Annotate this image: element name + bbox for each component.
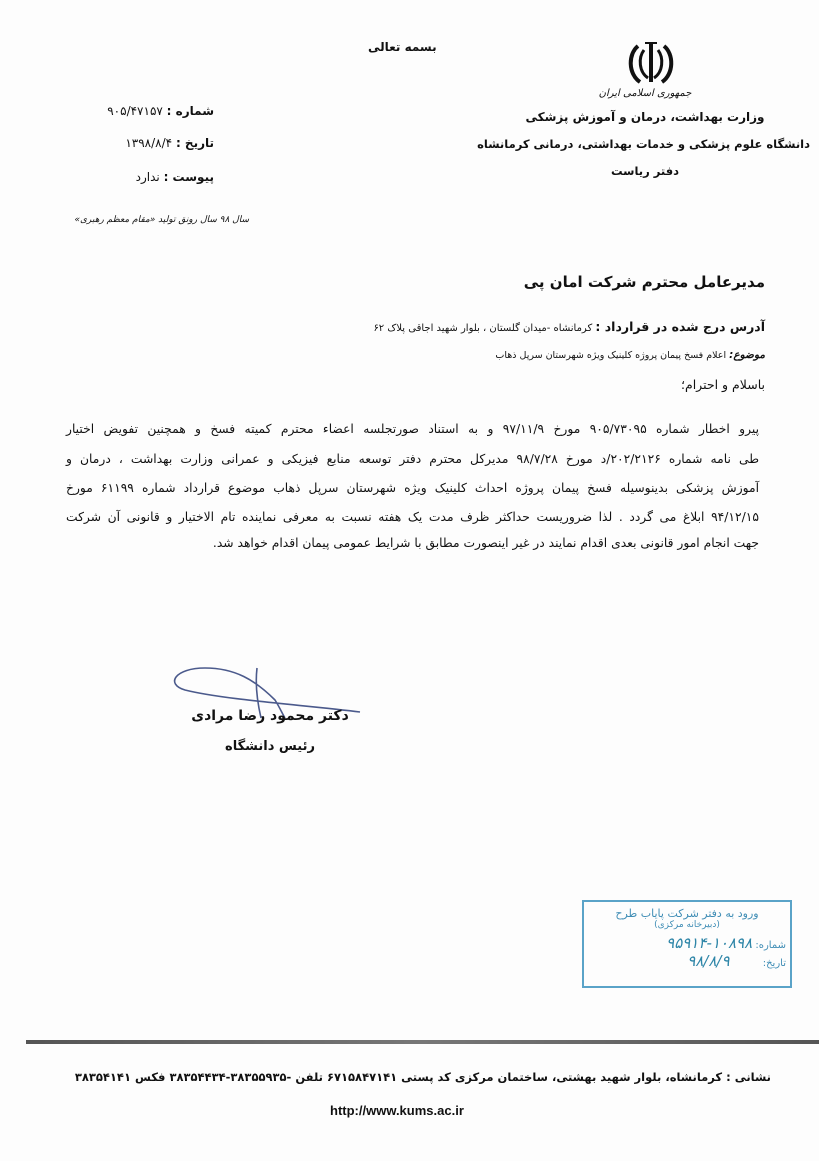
slogan: سال ۹۸ سال رونق تولید «مقام معظم رهبری»	[74, 215, 249, 225]
stamp-date	[584, 952, 790, 970]
greeting: باسلام و احترام؛	[681, 377, 765, 392]
stamp-number	[584, 934, 790, 952]
subject-value: اعلام فسخ پیمان پروژه کلینیک ویژه شهرستان سرپل ذهاب	[495, 350, 727, 361]
ministry-name: وزارت بهداشت، درمان و آموزش پزشکی	[525, 110, 765, 124]
receipt-stamp	[582, 900, 792, 988]
number-label: شماره :	[166, 104, 214, 118]
stamp-number-value: ۱۰۸۹۸-۹۵۹۱۴	[666, 934, 753, 952]
footer-divider	[26, 1040, 819, 1044]
attachment-value: ندارد	[135, 170, 160, 184]
bismillah: بسمه تعالی	[368, 40, 437, 54]
date-value: ۱۳۹۸/۸/۴	[125, 136, 173, 150]
letter-number	[107, 104, 214, 118]
country-name: جمهوری اسلامی ایران	[598, 88, 692, 99]
subject	[495, 349, 765, 361]
signatory-title: رئیس دانشگاه	[225, 739, 315, 754]
address-value: کرمانشاه -میدان گلستان ، بلوار شهید اجاقی پلاک ۶۲	[373, 323, 593, 334]
letter-attachment	[136, 170, 214, 184]
body-line: ۹۴/۱۲/۱۵ ابلاغ می گردد . لذا ضروریست حداکثر ظرف مدت یک هفته نسبت به معرفی نماینده تام الاختیار و قانونی آن شرکت	[66, 510, 759, 524]
address-label: آدرس درج شده در قرارداد :	[595, 319, 765, 334]
iran-emblem-icon	[626, 40, 676, 88]
body-line: طی نامه شماره ۲۰۲/۲۱۲۶/د مورخ ۹۸/۷/۲۸ مدیرکل محترم دفتر توسعه منابع فیزیکی و عمرانی وزارت بهداشت ، درمان و	[66, 452, 759, 466]
stamp-date-value: ۹۸/۸/۹	[687, 952, 730, 970]
stamp-subtitle: (دبیرخانه مرکزی)	[654, 920, 720, 930]
body-line: جهت انجام امور قانونی بعدی اقدام نمایند در غیر اینصورت مطابق با شرایط عمومی پیمان اقدام خواهد شد.	[212, 536, 759, 550]
number-value: ۹۰۵/۴۷۱۵۷	[107, 104, 163, 118]
university-name: دانشگاه علوم پزشکی و خدمات بهداشتی، درمانی کرمانشاه	[477, 137, 810, 151]
body-line: آموزش پزشکی بدینوسیله فسخ پیمان پروژه احداث کلینیک ویژه شهرستان سرپل ذهاب موضوع قرارداد شماره ۶۱۱۹۹ مورخ	[66, 481, 759, 495]
footer-address: نشانی : کرمانشاه، بلوار شهید بهشتی، ساختمان مرکزی کد پستی ۶۷۱۵۸۴۷۱۴۱ تلفن -۳۸۳۵۵۹۳۵-۳۸۳۵۴۴۳۴ فکس ۳۸۳۵۴۱۴۱	[74, 1070, 771, 1084]
contract-address	[373, 319, 765, 334]
stamp-number-label: شماره:	[755, 940, 786, 951]
date-label: تاریخ :	[175, 136, 214, 150]
signatory-name: دکتر محمود رضا مرادی	[191, 708, 349, 724]
subject-label: موضوع:	[729, 349, 765, 361]
body-line: پیرو اخطار شماره ۹۰۵/۷۳۰۹۵ مورخ ۹۷/۱۱/۹ و به استناد صورتجلسه اعضاء محترم کمیته فسخ و همچنین تفویض اختیار	[66, 422, 759, 436]
attachment-label: پیوست :	[163, 170, 214, 184]
stamp-title: ورود به دفتر شرکت پایاب طرح	[615, 907, 759, 920]
letter-date	[125, 136, 214, 150]
addressee: مدیرعامل محترم شرکت امان پی	[523, 273, 765, 291]
office-name: دفتر ریاست	[610, 164, 680, 178]
stamp-date-label: تاریخ:	[762, 958, 786, 969]
footer-url[interactable]: http://www.kums.ac.ir	[330, 1103, 464, 1118]
